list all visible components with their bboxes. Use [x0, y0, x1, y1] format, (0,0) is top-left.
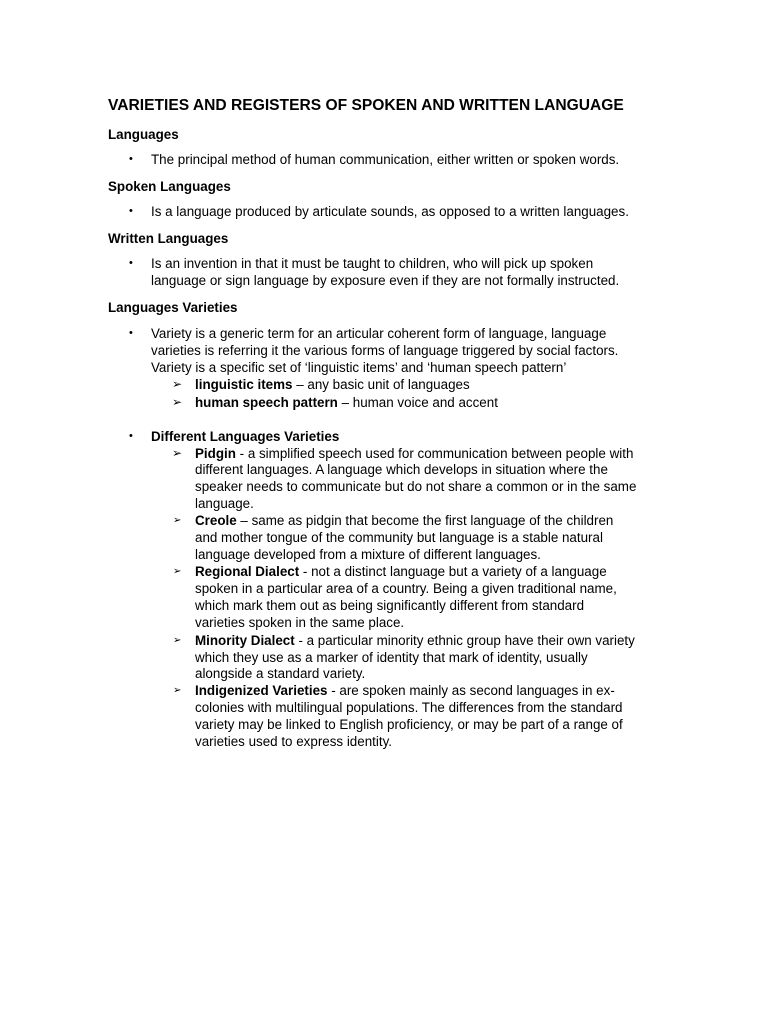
variety-indigenized-line: variety may be linked to English proficiency, or may be part of a range of: [195, 717, 623, 732]
heading-written-languages: Written Languages: [108, 231, 229, 246]
languages-definition: The principal method of human communication, either written or spoken words.: [151, 152, 620, 167]
variety-regional-dialect-line: varieties spoken in the same place.: [195, 615, 405, 630]
term: human speech pattern: [195, 395, 338, 410]
term-description: – human voice and accent: [337, 395, 498, 410]
variety-indigenized-line: varieties used to express identity.: [195, 734, 392, 749]
written-definition-line: language or sign language by exposure even if they are not formally instructed.: [151, 273, 620, 288]
variety-creole-line: and mother tongue of the community but language is a stable natural: [195, 530, 603, 545]
arrow-bullet-icon: ➢: [172, 377, 183, 391]
variety-pidgin-line: language.: [195, 496, 254, 511]
heading-spoken-languages: Spoken Languages: [108, 179, 231, 194]
arrow-bullet-icon: ➢: [173, 566, 182, 577]
heading-languages: Languages: [108, 127, 179, 142]
term-description: - not a distinct language but a variety of a language: [299, 564, 607, 579]
variety-regional-dialect-line: spoken in a particular area of a country. Being a given traditional name,: [195, 581, 617, 596]
variety-creole: [195, 512, 613, 529]
term: Regional Dialect: [195, 564, 300, 579]
spoken-definition: Is a language produced by articulate sounds, as opposed to a written languages.: [151, 204, 629, 219]
bullet-icon: •: [129, 205, 133, 217]
bullet-icon: •: [129, 153, 133, 165]
variety-minority-dialect: [195, 632, 635, 649]
term: Pidgin: [195, 446, 236, 461]
term-description: – any basic unit of languages: [292, 377, 470, 392]
term: Creole: [195, 513, 237, 528]
variety-minority-dialect-line: which they use as a marker of identity that mark of identity, usually: [195, 650, 588, 665]
sub-item-linguistic-items: [195, 376, 470, 393]
variety-pidgin-line: speaker needs to communicate but do not share a common or in the same: [195, 479, 637, 494]
bullet-icon: •: [129, 327, 133, 339]
variety-pidgin: [195, 445, 633, 462]
variety-indigenized-line: colonies with multilingual populations. The differences from the standard: [195, 700, 623, 715]
bullet-icon: •: [129, 257, 133, 269]
bullet-icon: •: [129, 430, 133, 442]
variety-indigenized: [195, 682, 615, 699]
arrow-bullet-icon: ➢: [173, 685, 182, 696]
variety-pidgin-line: different languages. A language which develops in situation where the: [195, 462, 608, 477]
term-description: - a particular minority ethnic group have their own variety: [294, 633, 635, 648]
term-description: - a simplified speech used for communication between people with: [235, 446, 634, 461]
term-description: - are spoken mainly as second languages in ex-: [327, 683, 615, 698]
document-title: VARIETIES AND REGISTERS OF SPOKEN AND WRITTEN LANGUAGE: [108, 97, 624, 114]
arrow-bullet-icon: ➢: [172, 395, 183, 409]
variety-minority-dialect-line: alongside a standard variety.: [195, 666, 366, 681]
heading-different-varieties: Different Languages Varieties: [151, 429, 340, 444]
varieties-definition-line: Variety is a specific set of ‘linguistic items’ and ‘human speech pattern’: [151, 360, 567, 375]
arrow-bullet-icon: ➢: [173, 515, 182, 526]
sub-item-human-speech-pattern: [195, 394, 498, 411]
written-definition-line: Is an invention in that it must be taught to children, who will pick up spoken: [151, 256, 594, 271]
arrow-bullet-icon: ➢: [172, 446, 183, 460]
term: linguistic items: [195, 377, 293, 392]
variety-regional-dialect-line: which mark them out as being significantly different from standard: [195, 598, 585, 613]
varieties-definition-line: varieties is referring it the various forms of language triggered by social factors.: [151, 343, 619, 358]
heading-languages-varieties: Languages Varieties: [108, 300, 238, 315]
varieties-definition-line: Variety is a generic term for an articular coherent form of language, language: [151, 326, 607, 341]
term: Indigenized Varieties: [195, 683, 328, 698]
variety-creole-line: language developed from a mixture of different languages.: [195, 547, 541, 562]
arrow-bullet-icon: ➢: [173, 635, 182, 646]
variety-regional-dialect: [195, 563, 607, 580]
term-description: – same as pidgin that become the first language of the children: [236, 513, 614, 528]
term: Minority Dialect: [195, 633, 295, 648]
